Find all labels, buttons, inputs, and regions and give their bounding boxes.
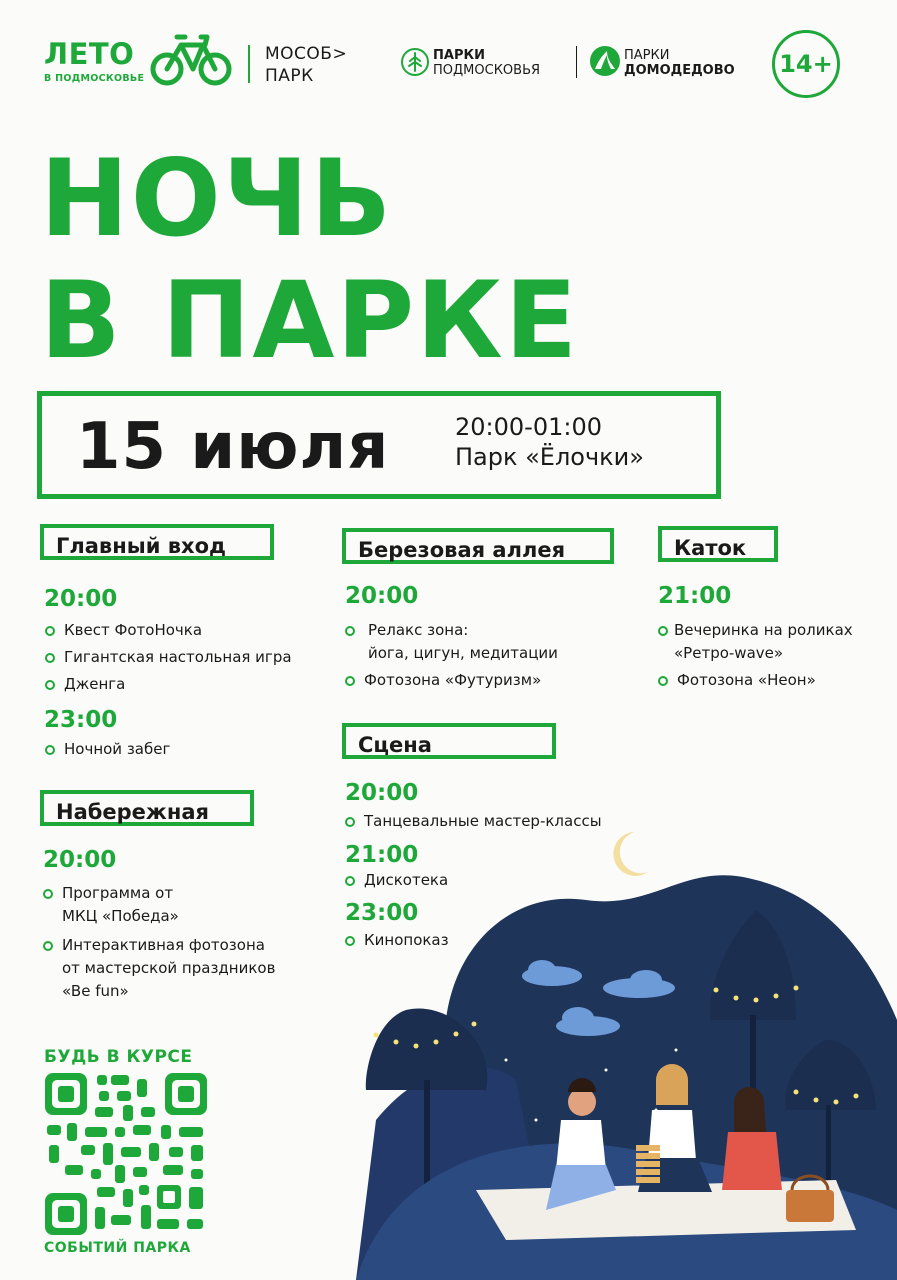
bicycle-icon xyxy=(149,31,233,87)
parks-podmoskovya-logo: ПАРКИ ПОДМОСКОВЬЯ xyxy=(433,48,541,78)
section-stage: Сцена xyxy=(342,723,556,759)
qr-code[interactable] xyxy=(45,1073,207,1235)
list-item: Фотозона «Футуризм» xyxy=(344,669,558,692)
rink-time-1: 21:00 xyxy=(658,583,732,609)
birch-time-1: 20:00 xyxy=(345,583,419,609)
list-item-continued: «Ретро-wave» xyxy=(674,644,784,662)
birch-list xyxy=(344,619,558,692)
event-date: 15 июля xyxy=(76,410,390,484)
list-item: Ночной забег xyxy=(44,738,170,761)
moon-icon xyxy=(613,832,648,876)
list-item: Программа от xyxy=(42,882,275,905)
header-divider-2 xyxy=(576,46,577,78)
section-rink: Каток xyxy=(658,526,778,562)
list-item: Вечеринка на роликах xyxy=(657,619,853,642)
section-main-entrance: Главный вход xyxy=(40,524,274,560)
leto-logo-subtitle: В ПОДМОСКОВЬЕ xyxy=(44,73,145,84)
main-list-2 xyxy=(44,738,170,761)
section-birch-alley: Березовая аллея xyxy=(342,528,614,564)
leto-logo: ЛЕТО xyxy=(44,37,135,71)
header-divider xyxy=(248,45,250,83)
list-item: Гигантская настольная игра xyxy=(44,646,292,669)
list-item: Релакс зона: xyxy=(344,619,558,642)
parks-domodedovo-icon xyxy=(589,45,621,77)
list-item: Кинопоказ xyxy=(344,929,449,952)
rink-list xyxy=(657,619,853,692)
main-list-1 xyxy=(44,619,292,696)
list-item: Дженга xyxy=(44,673,292,696)
age-rating-badge: 14+ xyxy=(772,30,840,98)
night-picnic-illustration xyxy=(356,820,897,1280)
list-item: Танцевальные мастер-классы xyxy=(344,810,602,833)
mosobpark-logo: МОСОБ> ПАРК xyxy=(265,44,348,86)
embankment-time-1: 20:00 xyxy=(43,847,117,873)
list-item-continued: йога, цигун, медитации xyxy=(368,644,558,662)
list-item: Интерактивная фотозона xyxy=(42,934,275,957)
page-title xyxy=(40,138,579,382)
parks-domodedovo-logo: ПАРКИ ДОМОДЕДОВО xyxy=(624,48,735,78)
list-item: Фотозона «Неон» xyxy=(657,669,853,692)
list-item-continued: МКЦ «Победа» xyxy=(62,907,179,925)
event-time-place xyxy=(455,412,644,472)
qr-caption-bottom: СОБЫТИЙ ПАРКА xyxy=(44,1240,191,1256)
list-item: Квест ФотоНочка xyxy=(44,619,292,642)
stage-time-2: 21:00 xyxy=(345,842,419,868)
embankment-list xyxy=(42,882,275,1003)
list-item: Дискотека xyxy=(344,869,448,892)
stage-time-3: 23:00 xyxy=(345,900,419,926)
list-item-continued: «Be fun» xyxy=(62,982,129,1000)
event-time: 20:00-01:00 xyxy=(455,413,602,441)
title-line-2: В ПАРКЕ xyxy=(40,259,580,382)
event-place: Парк «Ёлочки» xyxy=(455,443,644,471)
title-line-1: НОЧЬ xyxy=(40,137,394,260)
section-embankment: Набережная xyxy=(40,790,254,826)
main-time-2: 23:00 xyxy=(44,707,118,733)
stage-time-1: 20:00 xyxy=(345,780,419,806)
main-time-1: 20:00 xyxy=(44,586,118,612)
list-item-continued: от мастерской праздников xyxy=(62,959,276,977)
parks-leaf-icon xyxy=(400,47,430,77)
qr-caption-top: БУДЬ В КУРСЕ xyxy=(44,1047,193,1067)
